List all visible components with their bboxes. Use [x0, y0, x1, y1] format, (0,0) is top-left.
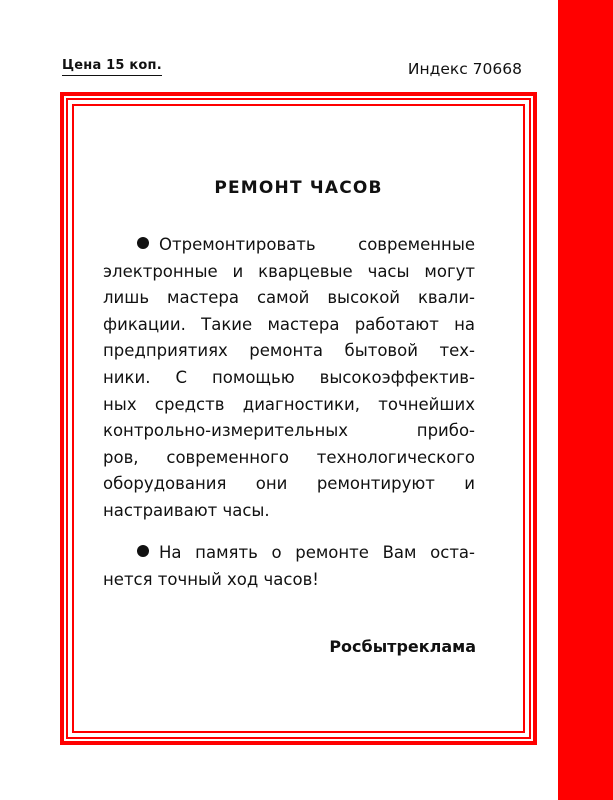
text-line: контрольно-измерительных прибо-	[103, 421, 475, 441]
signature: Росбытреклама	[329, 637, 476, 656]
text-line: нется точный ход часов!	[103, 569, 319, 589]
red-side-strip	[558, 0, 613, 800]
bullet-icon	[137, 545, 149, 557]
index-label: Индекс 70668	[407, 60, 522, 78]
paragraph-repair-info	[103, 232, 475, 525]
text-line: ров, современного технологического	[103, 447, 475, 467]
text-line: ных средств диагностики, точнейших	[103, 394, 475, 414]
text-line: лишь мастера самой высокой квали-	[103, 288, 475, 308]
text-line: электронные и кварцевые часы могут	[103, 261, 475, 281]
text-line: настраивают часы.	[103, 500, 270, 520]
text-line: На память о ремонте Вам оста-	[103, 540, 475, 567]
text-line: оборудования они ремонтируют и	[103, 474, 475, 494]
text-line: фикации. Такие мастера работают на	[103, 314, 475, 334]
text-line: предприятиях ремонта бытовой тех-	[103, 341, 475, 361]
price-label: Цена 15 коп.	[62, 58, 162, 76]
text-line: ники. С помощью высокоэффектив-	[103, 367, 475, 387]
bullet-icon	[137, 237, 149, 249]
paragraph-memory	[103, 540, 475, 593]
ad-title: РЕМОНТ ЧАСОВ	[214, 178, 383, 198]
text-line: Отремонтировать современные	[103, 232, 475, 259]
